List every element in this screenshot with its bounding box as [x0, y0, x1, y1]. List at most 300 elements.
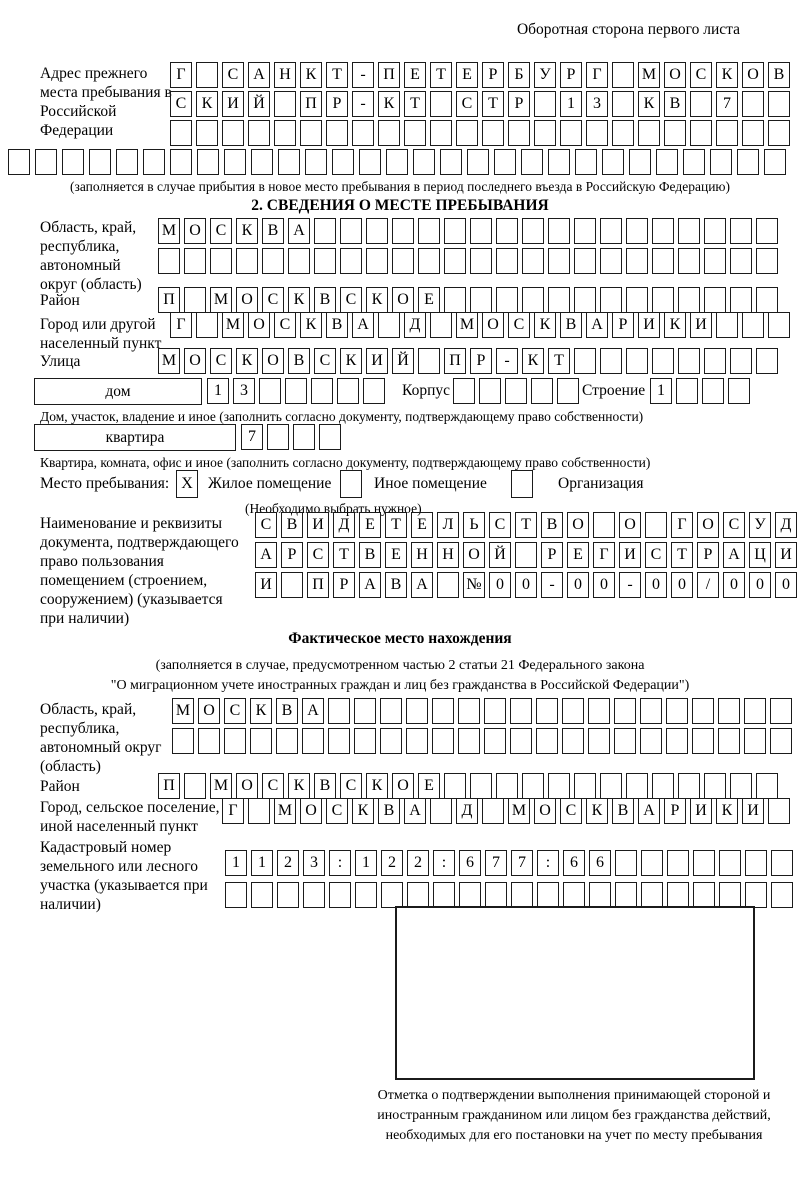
char-cell[interactable]: Н	[411, 542, 433, 568]
char-cell[interactable]: О	[742, 62, 764, 88]
char-cell[interactable]	[329, 882, 351, 908]
char-cell[interactable]	[652, 348, 674, 374]
char-cell[interactable]: Т	[548, 348, 570, 374]
char-cell[interactable]: -	[352, 62, 374, 88]
char-cell[interactable]	[267, 424, 289, 450]
char-cell[interactable]	[196, 312, 218, 338]
char-cell[interactable]: В	[276, 698, 298, 724]
char-cell[interactable]	[678, 348, 700, 374]
char-cell[interactable]: К	[366, 773, 388, 799]
char-cell[interactable]: Т	[671, 542, 693, 568]
char-cell[interactable]: Н	[437, 542, 459, 568]
char-cell[interactable]	[251, 882, 273, 908]
char-cell[interactable]	[600, 773, 622, 799]
char-cell[interactable]	[222, 120, 244, 146]
char-cell[interactable]	[770, 728, 792, 754]
char-cell[interactable]	[678, 287, 700, 313]
char-cell[interactable]: К	[638, 91, 660, 117]
char-cell[interactable]	[614, 728, 636, 754]
char-cell[interactable]	[470, 248, 492, 274]
char-cell[interactable]: Р	[470, 348, 492, 374]
char-cell[interactable]	[352, 120, 374, 146]
char-cell[interactable]: 0	[593, 572, 615, 598]
char-cell[interactable]	[692, 698, 714, 724]
char-cell[interactable]: Р	[697, 542, 719, 568]
char-cell[interactable]: Е	[385, 542, 407, 568]
char-cell[interactable]	[196, 62, 218, 88]
char-cell[interactable]	[626, 218, 648, 244]
char-cell[interactable]: 0	[723, 572, 745, 598]
char-cell[interactable]: К	[716, 62, 738, 88]
char-cell[interactable]: Б	[508, 62, 530, 88]
char-cell[interactable]	[562, 698, 584, 724]
char-cell[interactable]	[730, 287, 752, 313]
char-cell[interactable]	[600, 348, 622, 374]
char-cell[interactable]	[575, 149, 597, 175]
char-cell[interactable]	[678, 773, 700, 799]
char-cell[interactable]: К	[378, 91, 400, 117]
char-cell[interactable]	[274, 91, 296, 117]
char-cell[interactable]	[281, 572, 303, 598]
char-cell[interactable]	[719, 882, 741, 908]
char-cell[interactable]	[756, 218, 778, 244]
char-cell[interactable]	[548, 149, 570, 175]
char-cell[interactable]	[652, 218, 674, 244]
char-cell[interactable]	[664, 120, 686, 146]
char-cell[interactable]	[328, 728, 350, 754]
char-cell[interactable]	[170, 120, 192, 146]
char-cell[interactable]: В	[314, 287, 336, 313]
char-cell[interactable]: 1	[225, 850, 247, 876]
char-cell[interactable]: К	[522, 348, 544, 374]
char-cell[interactable]	[666, 698, 688, 724]
char-cell[interactable]	[710, 149, 732, 175]
char-cell[interactable]	[259, 378, 281, 404]
char-cell[interactable]	[158, 248, 180, 274]
char-cell[interactable]: Т	[326, 62, 348, 88]
char-cell[interactable]: Т	[515, 512, 537, 538]
char-cell[interactable]	[470, 218, 492, 244]
char-cell[interactable]: П	[444, 348, 466, 374]
char-cell[interactable]	[756, 248, 778, 274]
char-cell[interactable]: С	[314, 348, 336, 374]
char-cell[interactable]	[770, 698, 792, 724]
char-cell[interactable]: И	[255, 572, 277, 598]
char-cell[interactable]	[728, 378, 750, 404]
char-cell[interactable]: А	[586, 312, 608, 338]
char-cell[interactable]	[143, 149, 165, 175]
char-cell[interactable]	[380, 728, 402, 754]
char-cell[interactable]	[485, 882, 507, 908]
char-cell[interactable]	[314, 248, 336, 274]
char-cell[interactable]	[745, 882, 767, 908]
char-cell[interactable]: 7	[511, 850, 533, 876]
char-cell[interactable]: С	[210, 348, 232, 374]
char-cell[interactable]	[690, 91, 712, 117]
char-cell[interactable]	[771, 850, 793, 876]
char-cell[interactable]	[574, 773, 596, 799]
checkbox-organization[interactable]	[511, 470, 533, 498]
char-cell[interactable]	[588, 728, 610, 754]
char-cell[interactable]: К	[534, 312, 556, 338]
char-cell[interactable]: Е	[567, 542, 589, 568]
char-cell[interactable]	[378, 120, 400, 146]
char-cell[interactable]: :	[433, 850, 455, 876]
char-cell[interactable]: -	[496, 348, 518, 374]
char-cell[interactable]: У	[534, 62, 556, 88]
char-cell[interactable]: К	[300, 312, 322, 338]
char-cell[interactable]: Г	[586, 62, 608, 88]
char-cell[interactable]	[656, 149, 678, 175]
char-cell[interactable]: 0	[749, 572, 771, 598]
char-cell[interactable]: Д	[404, 312, 426, 338]
char-cell[interactable]: Т	[404, 91, 426, 117]
char-cell[interactable]	[574, 287, 596, 313]
char-cell[interactable]: И	[222, 91, 244, 117]
char-cell[interactable]	[536, 728, 558, 754]
char-cell[interactable]: /	[697, 572, 719, 598]
char-cell[interactable]: 3	[303, 850, 325, 876]
char-cell[interactable]	[479, 378, 501, 404]
char-cell[interactable]: К	[586, 798, 608, 824]
char-cell[interactable]: О	[262, 348, 284, 374]
char-cell[interactable]	[496, 773, 518, 799]
char-cell[interactable]	[413, 149, 435, 175]
char-cell[interactable]	[225, 882, 247, 908]
char-cell[interactable]	[326, 120, 348, 146]
char-cell[interactable]	[683, 149, 705, 175]
char-cell[interactable]	[667, 850, 689, 876]
char-cell[interactable]	[744, 698, 766, 724]
char-cell[interactable]	[612, 91, 634, 117]
char-cell[interactable]	[536, 698, 558, 724]
char-cell[interactable]	[557, 378, 579, 404]
char-cell[interactable]: 1	[650, 378, 672, 404]
char-cell[interactable]	[430, 312, 452, 338]
char-cell[interactable]: К	[288, 287, 310, 313]
char-cell[interactable]	[437, 572, 459, 598]
char-cell[interactable]: А	[723, 542, 745, 568]
char-cell[interactable]: 0	[489, 572, 511, 598]
char-cell[interactable]: В	[378, 798, 400, 824]
char-cell[interactable]	[563, 882, 585, 908]
char-cell[interactable]	[236, 248, 258, 274]
char-cell[interactable]	[666, 728, 688, 754]
char-cell[interactable]	[430, 120, 452, 146]
char-cell[interactable]: Р	[664, 798, 686, 824]
char-cell[interactable]	[756, 287, 778, 313]
char-cell[interactable]: 0	[775, 572, 797, 598]
char-cell[interactable]	[511, 882, 533, 908]
char-cell[interactable]	[440, 149, 462, 175]
char-cell[interactable]: Р	[508, 91, 530, 117]
char-cell[interactable]: 2	[381, 850, 403, 876]
char-cell[interactable]	[641, 850, 663, 876]
char-cell[interactable]: К	[288, 773, 310, 799]
char-cell[interactable]: О	[392, 773, 414, 799]
char-cell[interactable]	[406, 698, 428, 724]
char-cell[interactable]	[444, 248, 466, 274]
char-cell[interactable]: К	[236, 348, 258, 374]
char-cell[interactable]: С	[222, 62, 244, 88]
char-cell[interactable]: А	[404, 798, 426, 824]
char-cell[interactable]: Р	[326, 91, 348, 117]
char-cell[interactable]	[676, 378, 698, 404]
char-cell[interactable]	[277, 882, 299, 908]
char-cell[interactable]	[510, 698, 532, 724]
char-cell[interactable]: Р	[541, 542, 563, 568]
char-cell[interactable]	[453, 378, 475, 404]
char-cell[interactable]	[521, 149, 543, 175]
char-cell[interactable]: К	[664, 312, 686, 338]
house-wide-box[interactable]	[34, 378, 202, 405]
char-cell[interactable]	[730, 348, 752, 374]
char-cell[interactable]	[522, 773, 544, 799]
char-cell[interactable]: О	[567, 512, 589, 538]
char-cell[interactable]: Г	[593, 542, 615, 568]
char-cell[interactable]	[548, 287, 570, 313]
char-cell[interactable]: Р	[333, 572, 355, 598]
char-cell[interactable]: О	[236, 287, 258, 313]
char-cell[interactable]	[522, 287, 544, 313]
char-cell[interactable]	[433, 882, 455, 908]
char-cell[interactable]: У	[749, 512, 771, 538]
char-cell[interactable]: П	[158, 773, 180, 799]
char-cell[interactable]	[641, 882, 663, 908]
char-cell[interactable]	[756, 773, 778, 799]
char-cell[interactable]: Е	[359, 512, 381, 538]
char-cell[interactable]	[311, 378, 333, 404]
char-cell[interactable]	[716, 312, 738, 338]
char-cell[interactable]	[354, 728, 376, 754]
char-cell[interactable]	[602, 149, 624, 175]
char-cell[interactable]: А	[352, 312, 374, 338]
char-cell[interactable]: К	[196, 91, 218, 117]
char-cell[interactable]	[652, 248, 674, 274]
char-cell[interactable]	[562, 728, 584, 754]
char-cell[interactable]: 3	[233, 378, 255, 404]
char-cell[interactable]	[482, 798, 504, 824]
char-cell[interactable]	[612, 62, 634, 88]
char-cell[interactable]: А	[638, 798, 660, 824]
char-cell[interactable]	[614, 698, 636, 724]
char-cell[interactable]: М	[210, 773, 232, 799]
char-cell[interactable]	[730, 773, 752, 799]
char-cell[interactable]: 0	[671, 572, 693, 598]
char-cell[interactable]: :	[329, 850, 351, 876]
char-cell[interactable]	[482, 120, 504, 146]
char-cell[interactable]: П	[307, 572, 329, 598]
char-cell[interactable]	[35, 149, 57, 175]
char-cell[interactable]: И	[366, 348, 388, 374]
char-cell[interactable]: А	[411, 572, 433, 598]
char-cell[interactable]	[484, 698, 506, 724]
char-cell[interactable]	[274, 120, 296, 146]
char-cell[interactable]: 3	[586, 91, 608, 117]
char-cell[interactable]: М	[508, 798, 530, 824]
char-cell[interactable]: О	[184, 218, 206, 244]
char-cell[interactable]: Л	[437, 512, 459, 538]
char-cell[interactable]	[652, 773, 674, 799]
char-cell[interactable]	[62, 149, 84, 175]
char-cell[interactable]	[332, 149, 354, 175]
char-cell[interactable]	[172, 728, 194, 754]
char-cell[interactable]: С	[170, 91, 192, 117]
char-cell[interactable]	[302, 728, 324, 754]
char-cell[interactable]: С	[723, 512, 745, 538]
char-cell[interactable]: Е	[418, 287, 440, 313]
char-cell[interactable]: В	[385, 572, 407, 598]
char-cell[interactable]	[768, 798, 790, 824]
char-cell[interactable]	[719, 850, 741, 876]
char-cell[interactable]	[768, 91, 790, 117]
char-cell[interactable]: 1	[355, 850, 377, 876]
char-cell[interactable]	[366, 248, 388, 274]
char-cell[interactable]: С	[274, 312, 296, 338]
char-cell[interactable]: 6	[589, 850, 611, 876]
char-cell[interactable]: 1	[207, 378, 229, 404]
char-cell[interactable]	[404, 120, 426, 146]
char-cell[interactable]: О	[184, 348, 206, 374]
char-cell[interactable]: -	[352, 91, 374, 117]
char-cell[interactable]: В	[314, 773, 336, 799]
char-cell[interactable]: В	[288, 348, 310, 374]
char-cell[interactable]: Г	[671, 512, 693, 538]
char-cell[interactable]	[531, 378, 553, 404]
char-cell[interactable]	[444, 287, 466, 313]
char-cell[interactable]: В	[612, 798, 634, 824]
char-cell[interactable]: Ц	[749, 542, 771, 568]
char-cell[interactable]	[626, 348, 648, 374]
char-cell[interactable]: В	[281, 512, 303, 538]
char-cell[interactable]: Г	[170, 312, 192, 338]
char-cell[interactable]: А	[302, 698, 324, 724]
char-cell[interactable]: О	[300, 798, 322, 824]
char-cell[interactable]	[742, 312, 764, 338]
char-cell[interactable]	[470, 773, 492, 799]
char-cell[interactable]: Г	[222, 798, 244, 824]
char-cell[interactable]: С	[224, 698, 246, 724]
char-cell[interactable]: 1	[251, 850, 273, 876]
char-cell[interactable]	[693, 850, 715, 876]
char-cell[interactable]: В	[768, 62, 790, 88]
char-cell[interactable]	[392, 218, 414, 244]
char-cell[interactable]	[589, 882, 611, 908]
char-cell[interactable]	[407, 882, 429, 908]
apartment-wide-box[interactable]	[34, 424, 236, 451]
char-cell[interactable]: Е	[456, 62, 478, 88]
char-cell[interactable]: О	[463, 542, 485, 568]
char-cell[interactable]: И	[638, 312, 660, 338]
char-cell[interactable]	[704, 218, 726, 244]
char-cell[interactable]	[600, 248, 622, 274]
char-cell[interactable]	[548, 248, 570, 274]
char-cell[interactable]	[380, 698, 402, 724]
char-cell[interactable]: О	[482, 312, 504, 338]
char-cell[interactable]	[645, 512, 667, 538]
char-cell[interactable]	[224, 728, 246, 754]
char-cell[interactable]: Ь	[463, 512, 485, 538]
char-cell[interactable]: Р	[281, 542, 303, 568]
char-cell[interactable]: Е	[418, 773, 440, 799]
char-cell[interactable]	[467, 149, 489, 175]
char-cell[interactable]: Д	[333, 512, 355, 538]
char-cell[interactable]	[600, 287, 622, 313]
char-cell[interactable]	[704, 287, 726, 313]
char-cell[interactable]	[303, 882, 325, 908]
char-cell[interactable]	[378, 312, 400, 338]
char-cell[interactable]	[328, 698, 350, 724]
char-cell[interactable]: С	[340, 773, 362, 799]
char-cell[interactable]	[198, 728, 220, 754]
char-cell[interactable]	[456, 120, 478, 146]
char-cell[interactable]: 2	[407, 850, 429, 876]
char-cell[interactable]	[288, 248, 310, 274]
char-cell[interactable]	[652, 287, 674, 313]
char-cell[interactable]	[718, 728, 740, 754]
char-cell[interactable]	[496, 287, 518, 313]
char-cell[interactable]	[392, 248, 414, 274]
char-cell[interactable]	[278, 149, 300, 175]
char-cell[interactable]	[756, 348, 778, 374]
char-cell[interactable]: С	[456, 91, 478, 117]
char-cell[interactable]	[196, 120, 218, 146]
char-cell[interactable]: А	[248, 62, 270, 88]
char-cell[interactable]: 2	[277, 850, 299, 876]
char-cell[interactable]: М	[222, 312, 244, 338]
char-cell[interactable]	[496, 218, 518, 244]
char-cell[interactable]: К	[366, 287, 388, 313]
char-cell[interactable]: 6	[459, 850, 481, 876]
char-cell[interactable]	[742, 120, 764, 146]
char-cell[interactable]: Т	[482, 91, 504, 117]
char-cell[interactable]	[355, 882, 377, 908]
char-cell[interactable]: И	[775, 542, 797, 568]
char-cell[interactable]: -	[619, 572, 641, 598]
char-cell[interactable]	[197, 149, 219, 175]
char-cell[interactable]	[305, 149, 327, 175]
char-cell[interactable]	[184, 287, 206, 313]
char-cell[interactable]	[505, 378, 527, 404]
char-cell[interactable]: И	[690, 312, 712, 338]
char-cell[interactable]: Й	[489, 542, 511, 568]
char-cell[interactable]	[418, 218, 440, 244]
char-cell[interactable]	[276, 728, 298, 754]
char-cell[interactable]	[319, 424, 341, 450]
char-cell[interactable]: В	[359, 542, 381, 568]
char-cell[interactable]: С	[262, 287, 284, 313]
char-cell[interactable]	[444, 218, 466, 244]
char-cell[interactable]	[170, 149, 192, 175]
char-cell[interactable]: 0	[515, 572, 537, 598]
char-cell[interactable]	[8, 149, 30, 175]
char-cell[interactable]: О	[236, 773, 258, 799]
char-cell[interactable]: Е	[411, 512, 433, 538]
char-cell[interactable]	[588, 698, 610, 724]
char-cell[interactable]	[704, 248, 726, 274]
char-cell[interactable]: 7	[485, 850, 507, 876]
char-cell[interactable]	[764, 149, 786, 175]
char-cell[interactable]: Т	[430, 62, 452, 88]
char-cell[interactable]	[612, 120, 634, 146]
char-cell[interactable]	[432, 698, 454, 724]
char-cell[interactable]	[745, 850, 767, 876]
char-cell[interactable]	[248, 120, 270, 146]
char-cell[interactable]: М	[638, 62, 660, 88]
char-cell[interactable]: И	[690, 798, 712, 824]
char-cell[interactable]	[742, 91, 764, 117]
char-cell[interactable]	[768, 120, 790, 146]
